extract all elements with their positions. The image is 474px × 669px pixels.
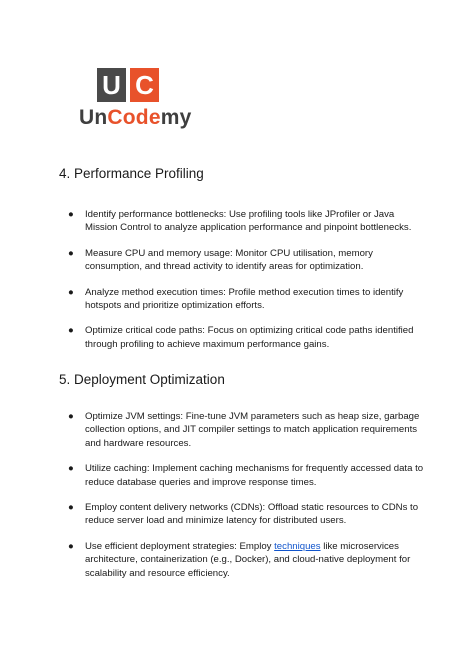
list-item [59,208,429,235]
logo-mark-u: U [97,68,126,102]
list-item-text: Identify performance bottlenecks: Use profiling tools like JProfiler or Java Mission Control to analyze application performance and pinpoint bottlenecks. [85,209,412,234]
uncodemy-logo [79,64,192,130]
logo-dot [126,83,130,87]
bullet: ● [68,411,74,422]
section-heading-performance-profiling: 4. Performance Profiling [59,166,204,181]
list-item [59,501,429,528]
list-item-text: Use efficient deployment strategies: Employ techniques like microservices architecture, containerization (e.g., Docker), and cloud-native deployment for scalability and resource efficiency. [85,540,411,579]
list-item-text: Optimize JVM settings: Fine-tune JVM parameters such as heap size, garbage collection options, and JIT compiler settings to match application requirements and hardware resources. [85,411,420,449]
section-heading-deployment-optimization: 5. Deployment Optimization [59,372,225,387]
bullet: ● [68,325,74,337]
list-item [59,462,429,489]
list-item [59,324,429,351]
bullet: ● [68,247,74,259]
list-item [59,247,429,274]
performance-profiling-list [59,208,429,363]
bullet: ● [68,540,74,552]
bullet: ● [68,502,74,514]
list-item-text: Optimize critical code paths: Focus on optimizing critical code paths identified through profiling to achieve maximum performance gains. [85,325,414,350]
list-item [59,540,429,580]
bullet: ● [68,286,74,298]
logo-mark [97,68,159,102]
list-item [59,286,429,313]
list-item-text: Measure CPU and memory usage: Monitor CPU utilisation, memory consumption, and thread activity to identify areas for optimization. [85,247,373,273]
logo-mark-c: C [130,68,159,102]
list-item-text: Analyze method execution times: Profile method execution times to identify hotspots and prioritize optimization efforts. [85,286,404,312]
techniques-link[interactable]: techniques [274,540,321,552]
list-item [59,410,429,450]
deployment-optimization-list [59,410,429,592]
bullet: ● [68,209,74,220]
list-item-text: Employ content delivery networks (CDNs): Offload static resources to CDNs to reduce server load and minimize latency for distributed users. [85,502,419,527]
bullet: ● [68,463,74,475]
logo-wordmark: UnCodemy [79,106,192,129]
list-item-text: Utilize caching: Implement caching mechanisms for frequently accessed data to reduce database queries and improve response times. [85,463,424,488]
